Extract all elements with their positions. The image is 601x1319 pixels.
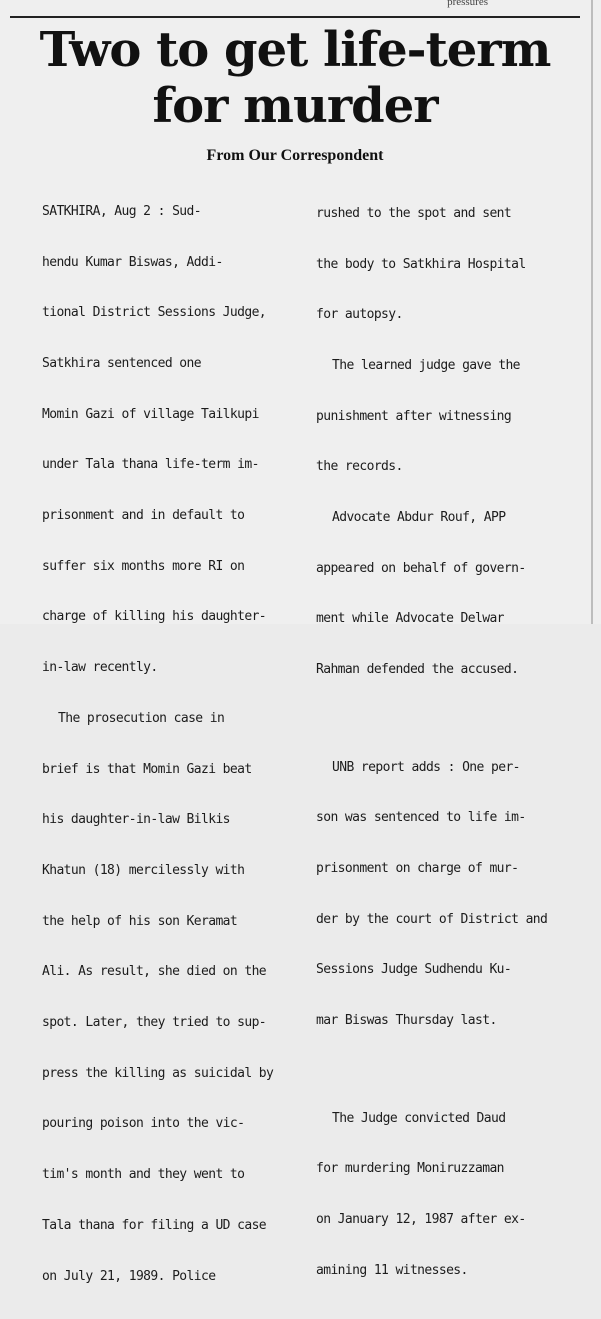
- text-line: Tala thana for filing a UD case: [42, 1217, 267, 1233]
- headline: [0, 22, 590, 134]
- right-edge-rule: [591, 0, 593, 624]
- text-line: the body to Satkhira Hospital: [316, 256, 526, 272]
- text-line: suffer six months more RI on: [42, 558, 245, 574]
- headline-line-1: Two to get life-term: [39, 22, 551, 78]
- text-line: the records.: [316, 459, 403, 475]
- text-line: for autopsy.: [316, 307, 403, 323]
- text-line: der by the court of District and: [316, 911, 548, 927]
- text-line: Khatun (18) mercilessly with: [42, 862, 245, 878]
- text-line: on July 21, 1989. Police: [42, 1268, 216, 1284]
- paragraph-gap: [316, 713, 582, 726]
- text-line: rushed to the spot and sent: [316, 205, 512, 221]
- text-line: pouring poison into the vic-: [42, 1116, 245, 1132]
- text-line: The Judge convicted Daud: [332, 1110, 506, 1126]
- text-line: for murdering Moniruzzaman: [316, 1161, 504, 1177]
- text-line: press the killing as suicidal by: [42, 1065, 274, 1081]
- article-column-right: [316, 172, 582, 1314]
- text-line: SATKHIRA, Aug 2 : Sud-: [42, 203, 201, 219]
- text-line: ment while Advocate Delwar: [316, 611, 504, 627]
- text-line: punishment after witnessing: [316, 408, 512, 424]
- text-line: The prosecution case in: [58, 710, 225, 726]
- text-line: tional District Sessions Judge,: [42, 305, 267, 321]
- text-line: prisonment and in default to: [42, 508, 245, 524]
- text-line: mar Biswas Thursday last.: [316, 1013, 497, 1029]
- text-line: The learned judge gave the: [332, 357, 520, 373]
- text-line: on January 12, 1987 after ex-: [316, 1212, 526, 1228]
- text-line: son was sentenced to life im-: [316, 810, 526, 826]
- cropped-header-text: pressures: [447, 0, 488, 8]
- text-line: brief is that Momin Gazi beat: [42, 761, 252, 777]
- text-line: prisonment on charge of mur-: [316, 861, 519, 877]
- text-line: tim's month and they went to: [42, 1167, 245, 1183]
- text-line: Rahman defended the accused.: [316, 662, 519, 678]
- text-line: under Tala thana life-term im-: [42, 457, 259, 473]
- text-line: in-law recently.: [42, 660, 158, 676]
- text-line: Sessions Judge Sudhendu Ku-: [316, 962, 512, 978]
- headline-line-2: for murder: [152, 78, 438, 134]
- text-line: Satkhira sentenced one: [42, 355, 201, 371]
- text-line: charge of killing his daughter-: [42, 609, 267, 625]
- text-line: his daughter-in-law Bilkis: [42, 812, 230, 828]
- text-line: amining 11 witnesses.: [316, 1262, 468, 1278]
- text-line: the help of his son Keramat: [42, 913, 238, 929]
- article-column-left: [42, 170, 287, 1319]
- text-line: Advocate Abdur Rouf, APP: [332, 510, 506, 526]
- paragraph-gap: [316, 1064, 582, 1077]
- text-line: UNB report adds : One per-: [332, 759, 520, 775]
- text-line: spot. Later, they tried to sup-: [42, 1015, 267, 1031]
- text-line: appeared on behalf of govern-: [316, 560, 526, 576]
- text-line: hendu Kumar Biswas, Addi-: [42, 254, 223, 270]
- top-rule: [10, 0, 580, 18]
- text-line: Momin Gazi of village Tailkupi: [42, 406, 259, 422]
- byline: From Our Correspondent: [206, 147, 384, 164]
- text-line: Ali. As result, she died on the: [42, 964, 267, 980]
